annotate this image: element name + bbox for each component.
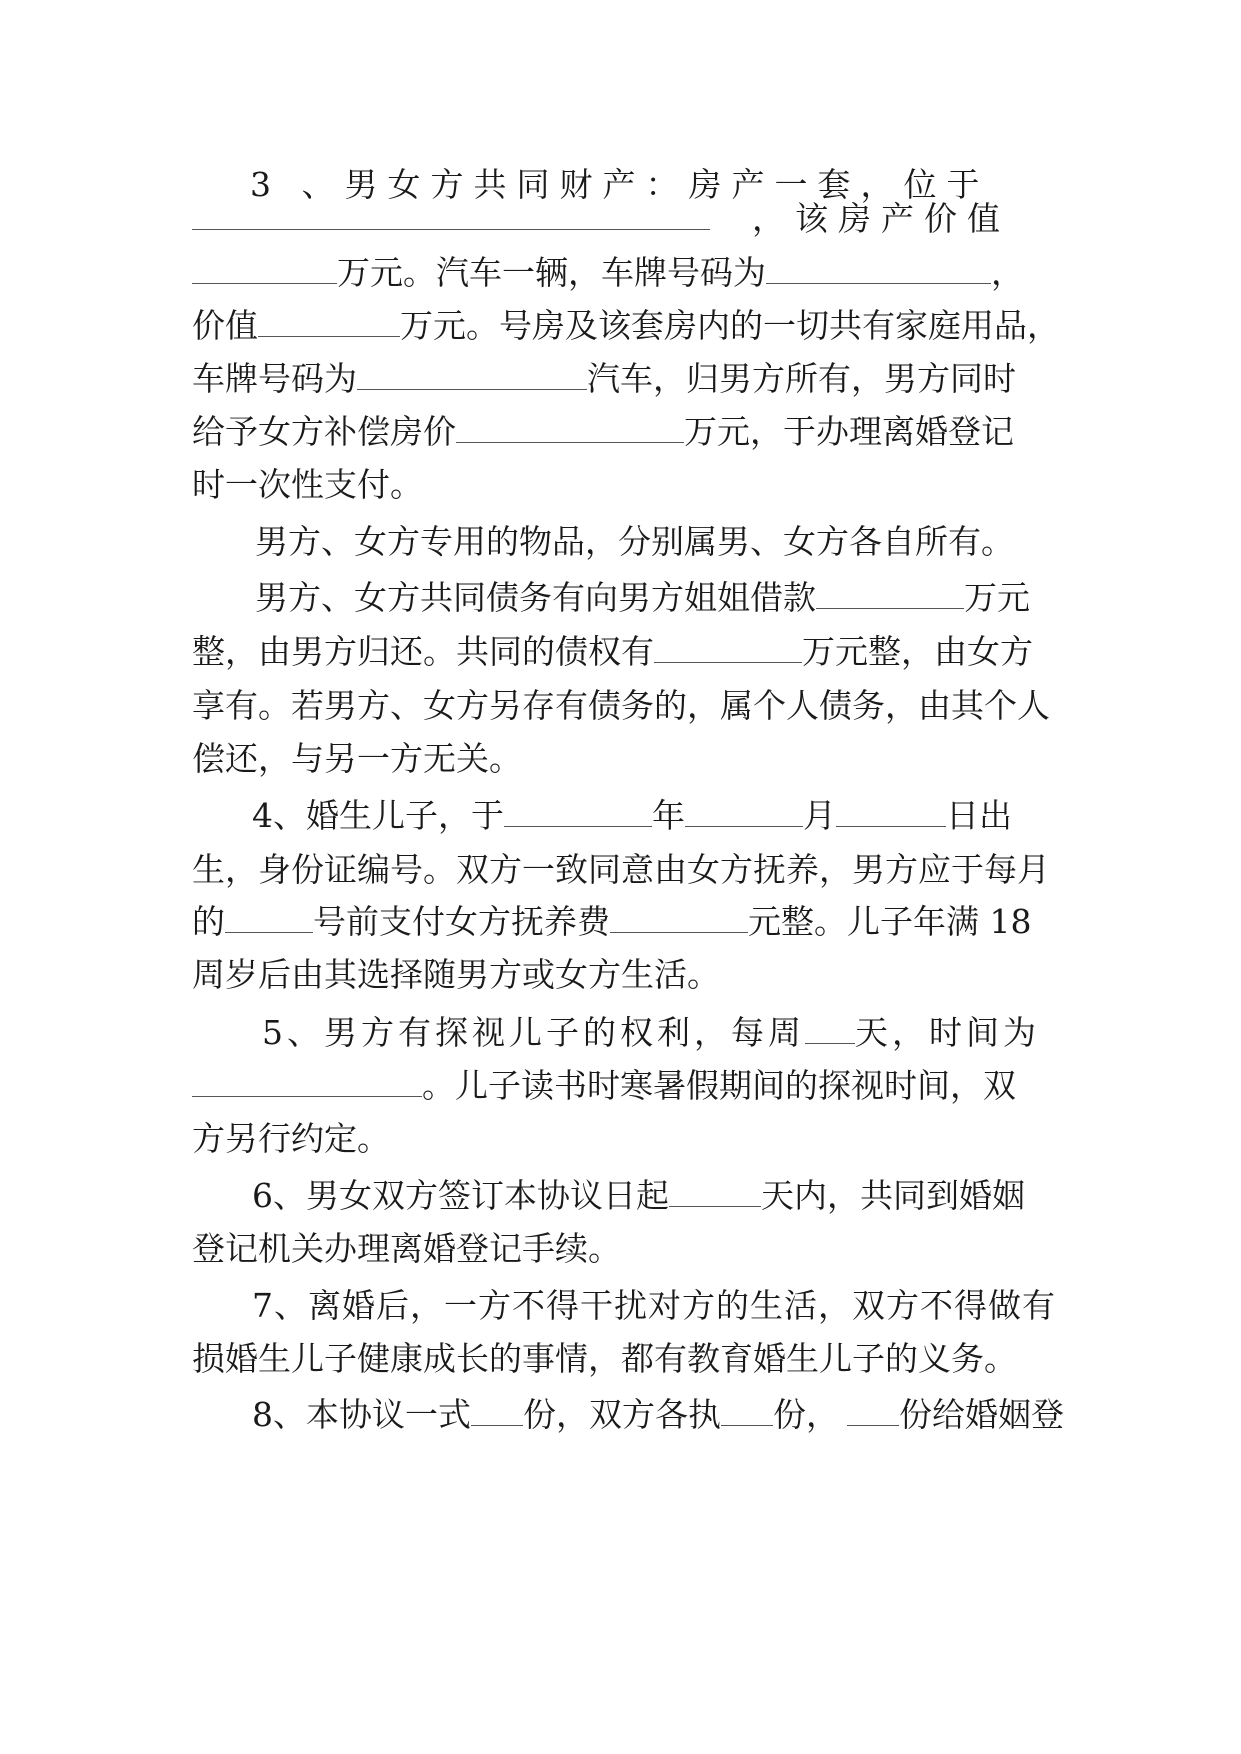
clause3-text: ，该房产价值 [752, 199, 1010, 238]
blank-field[interactable] [192, 197, 710, 230]
clause3-text: 给予女方补偿房价 [192, 412, 456, 451]
blank-field[interactable] [456, 410, 684, 443]
blank-field[interactable] [192, 1064, 422, 1097]
paragraph-text: 方另行约定。 [192, 1119, 390, 1158]
paragraph-text: 年 [652, 796, 685, 835]
paragraph-text: 5、男方有探视儿子的权利，每周 [262, 1013, 805, 1052]
paragraph-text: 6、男女双方签订本协议日起 [252, 1176, 669, 1215]
paragraph-text: 万元整，由女方 [802, 632, 1033, 671]
clause3-text: 3 、男女方共同财产：房产一套，位于 [250, 165, 990, 204]
paragraph-text: 天内，共同到婚姻 [761, 1176, 1025, 1215]
clause4-line3 [192, 900, 1052, 944]
paragraph-text: 4、婚生儿子，于 [252, 796, 504, 835]
clause4-line1 [252, 794, 1112, 838]
blank-field[interactable] [258, 304, 400, 337]
paragraph-text: 享有。若男方、女方另存有债务的，属个人债务，由其个人 [192, 686, 1050, 725]
blank-field[interactable] [805, 1011, 855, 1044]
paragraph-text: 万元 [964, 578, 1030, 617]
blank-field[interactable] [225, 900, 313, 933]
blank-field[interactable] [836, 794, 946, 827]
blank-field[interactable] [610, 900, 748, 933]
clause4-line2 [192, 848, 1052, 892]
clause3-text: 车牌号码为 [192, 359, 357, 398]
clause5-line1 [262, 1011, 1122, 1055]
blank-field[interactable] [816, 576, 964, 609]
paragraph-text: 8、本协议一式 [252, 1395, 471, 1434]
clause6-line2 [192, 1227, 1052, 1271]
clause3-line7 [192, 463, 1052, 507]
paragraph-text: 份，双方各执 [523, 1395, 721, 1434]
paragraph-text: 登记机关办理离婚登记手续。 [192, 1229, 621, 1268]
clause5-line2 [192, 1064, 1052, 1108]
clause3-text: 价值 [192, 306, 258, 345]
paragraph-text: 偿还，与另一方无关。 [192, 739, 522, 778]
debts-line3 [192, 684, 1052, 728]
clause8-line1 [252, 1393, 1112, 1437]
paragraph-text: 天，时间为 [855, 1013, 1040, 1052]
clause3-text: 万元。汽车一辆，车牌号码为 [337, 253, 766, 292]
blank-field[interactable] [192, 251, 337, 284]
clause3-line4 [192, 304, 1060, 348]
clause6-line1 [252, 1174, 1112, 1218]
clause3-text: 万元，于办理离婚登记 [684, 412, 1014, 451]
personal-items-line [255, 520, 1115, 564]
paragraph-text: 。儿子读书时寒暑假期间的探视时间，双 [422, 1066, 1016, 1105]
blank-field[interactable] [357, 357, 587, 390]
paragraph-text: 7、离婚后，一方不得干扰对方的生活，双方不得做有 [252, 1286, 1056, 1325]
debts-line1 [255, 576, 1115, 620]
paragraph-text: 的 [192, 902, 225, 941]
clause3-line5 [192, 357, 1052, 401]
clause3-text: 时一次性支付。 [192, 465, 423, 504]
paragraph-text: 号前支付女方抚养费 [313, 902, 610, 941]
blank-field[interactable] [721, 1393, 773, 1426]
clause3-line6 [192, 410, 1052, 454]
paragraph-text: 男方、女方专用的物品，分别属男、女方各自所有。 [255, 522, 1014, 561]
paragraph-text: 生，身份证编号。双方一致同意由女方抚养，男方应于每月 [192, 850, 1050, 889]
clause7-line1 [252, 1284, 1112, 1328]
blank-field[interactable] [669, 1174, 761, 1207]
paragraph-text: 份给婚姻登 [899, 1395, 1064, 1434]
blank-field[interactable] [847, 1393, 899, 1426]
paragraph-text: 损婚生儿子健康成长的事情，都有教育婚生儿子的义务。 [192, 1339, 1017, 1378]
paragraph-text: 整，由男方归还。共同的债权有 [192, 632, 654, 671]
paragraph-text: 元整。儿子年满 18 [748, 902, 1032, 941]
paragraph-text: 份， [773, 1395, 839, 1434]
paragraph-text: 月 [803, 796, 836, 835]
clause4-line4 [192, 953, 1052, 997]
clause3-text: 汽车，归男方所有，男方同时 [587, 359, 1016, 398]
clause3-text: ， [991, 253, 1024, 292]
paragraph-text: 周岁后由其选择随男方或女方生活。 [192, 955, 720, 994]
blank-field[interactable] [766, 251, 991, 284]
clause3-text: 万元。号房及该套房内的一切共有家庭用品， [400, 306, 1060, 345]
paragraph-text: 日出 [946, 796, 1012, 835]
clause7-line2 [192, 1337, 1052, 1381]
blank-field[interactable] [685, 794, 803, 827]
clause5-line3 [192, 1117, 1052, 1161]
blank-field[interactable] [654, 630, 802, 663]
blank-field[interactable] [504, 794, 652, 827]
blank-field[interactable] [471, 1393, 523, 1426]
paragraph-text: 男方、女方共同债务有向男方姐姐借款 [255, 578, 816, 617]
clause3-line3 [192, 251, 1052, 295]
clause3-line2 [192, 197, 1052, 241]
debts-line2 [192, 630, 1052, 674]
debts-line4 [192, 737, 1052, 781]
